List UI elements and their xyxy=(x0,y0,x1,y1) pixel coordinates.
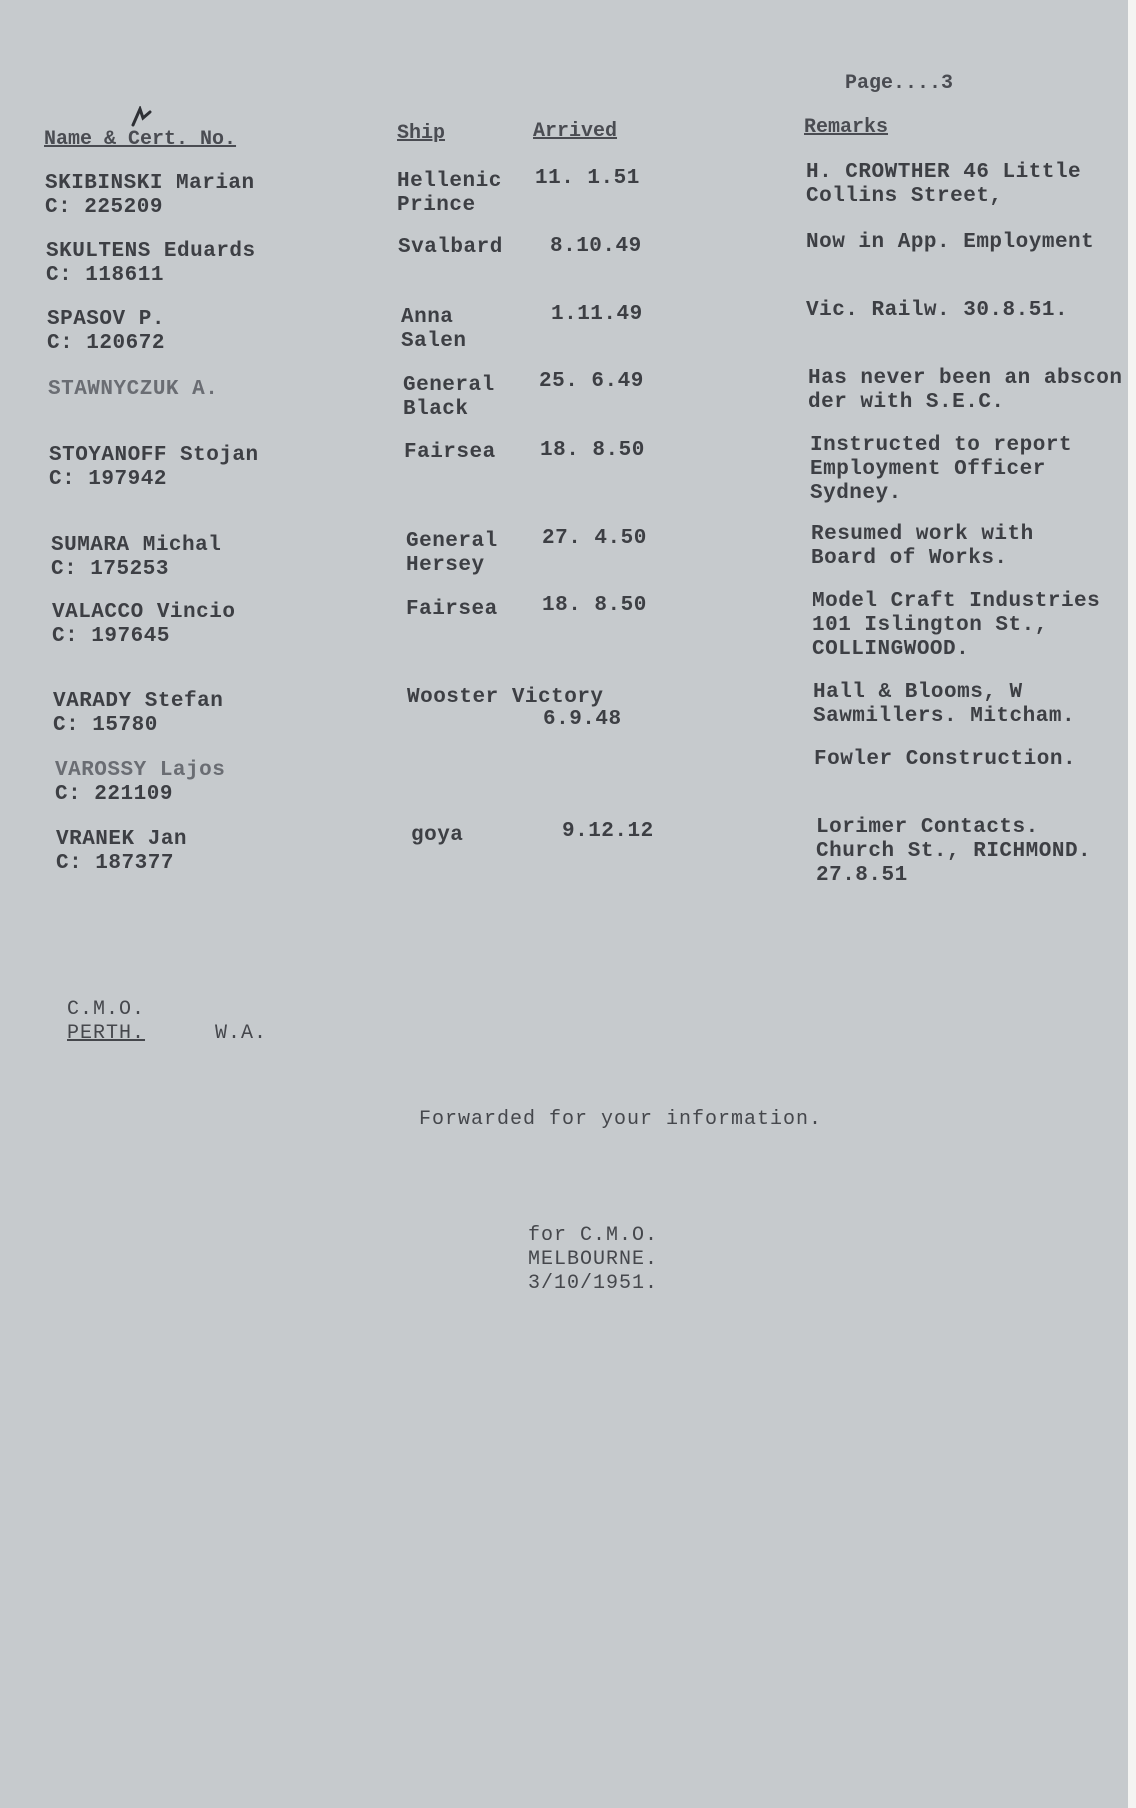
row-arrived: 6.9.48 xyxy=(543,708,622,731)
row-ship: Prince xyxy=(397,194,476,217)
row-cert: C: 120672 xyxy=(47,332,165,355)
row-remarks: Employment Officer xyxy=(810,458,1046,481)
row-ship: Wooster Victory xyxy=(407,686,604,709)
row-cert: C: 197645 xyxy=(52,625,170,648)
row-arrived: 9.12.12 xyxy=(562,820,654,843)
row-remarks: Model Craft Industries xyxy=(812,590,1101,613)
row-cert: C: 187377 xyxy=(56,852,174,875)
header-remarks: Remarks xyxy=(804,116,889,139)
row-cert: C: 221109 xyxy=(55,783,173,806)
row-ship: Hellenic xyxy=(397,170,502,193)
addressee-city: PERTH. xyxy=(67,1022,146,1045)
addressee-line1: C.M.O. xyxy=(67,998,146,1021)
row-ship: Anna xyxy=(401,306,454,329)
row-cert: C: 225209 xyxy=(45,196,163,219)
row-cert: C: 118611 xyxy=(46,264,164,287)
row-name: STAWNYCZUK A. xyxy=(48,378,219,401)
row-remarks: Now in App. Employment xyxy=(806,231,1095,254)
header-arrived: Arrived xyxy=(533,120,618,143)
row-cert: C: 197942 xyxy=(49,468,167,491)
row-name: SPASOV P. xyxy=(47,308,165,331)
row-arrived: 8.10.49 xyxy=(550,235,642,258)
row-remarks: Church St., RICHMOND. xyxy=(816,840,1092,863)
row-name: VRANEK Jan xyxy=(56,828,188,851)
row-arrived: 1.11.49 xyxy=(551,303,643,326)
row-cert: C: 15780 xyxy=(53,714,158,737)
row-remarks: Sydney. xyxy=(810,482,902,505)
row-ship: Hersey xyxy=(406,554,485,577)
pen-mark-icon xyxy=(130,106,152,128)
signature-line2: MELBOURNE. xyxy=(528,1248,659,1271)
row-arrived: 25. 6.49 xyxy=(539,370,644,393)
row-remarks: COLLINGWOOD. xyxy=(812,638,970,661)
row-remarks: Collins Street, xyxy=(806,185,1003,208)
header-name-cert: Name & Cert. No. xyxy=(44,128,237,151)
row-remarks: 101 Islington St., xyxy=(812,614,1048,637)
row-arrived: 11. 1.51 xyxy=(535,167,640,190)
row-remarks: Lorimer Contacts. xyxy=(816,816,1039,839)
row-ship: Fairsea xyxy=(406,598,498,621)
row-remarks: Hall & Blooms, W xyxy=(813,681,1023,704)
row-arrived: 18. 8.50 xyxy=(542,594,647,617)
row-remarks: der with S.E.C. xyxy=(808,391,1005,414)
row-name: SKULTENS Eduards xyxy=(46,240,256,263)
row-ship: Black xyxy=(403,398,469,421)
addressee-state: W.A. xyxy=(215,1022,268,1045)
row-remarks: Has never been an abscon xyxy=(808,367,1123,390)
row-remarks: Vic. Railw. 30.8.51. xyxy=(806,299,1069,322)
row-ship: General xyxy=(406,530,498,553)
row-ship: General xyxy=(403,374,495,397)
row-name: VALACCO Vincio xyxy=(52,601,236,624)
signature-line1: for C.M.O. xyxy=(528,1224,659,1247)
row-ship: goya xyxy=(411,824,464,847)
row-name: VARADY Stefan xyxy=(53,690,224,713)
header-ship: Ship xyxy=(397,122,446,145)
row-remarks: Resumed work with xyxy=(811,523,1034,546)
row-name: SUMARA Michal xyxy=(51,534,222,557)
row-remarks: 27.8.51 xyxy=(816,864,908,887)
paper-edge xyxy=(1128,0,1136,1808)
row-name: VAROSSY Lajos xyxy=(55,759,226,782)
row-remarks: Instructed to report xyxy=(810,434,1073,457)
row-arrived: 18. 8.50 xyxy=(540,439,645,462)
row-remarks: Board of Works. xyxy=(811,547,1008,570)
forwarded-note: Forwarded for your information. xyxy=(419,1108,823,1131)
row-cert: C: 175253 xyxy=(51,558,169,581)
row-remarks: Fowler Construction. xyxy=(814,748,1077,771)
row-remarks: Sawmillers. Mitcham. xyxy=(813,705,1076,728)
row-name: STOYANOFF Stojan xyxy=(49,444,259,467)
signature-date: 3/10/1951. xyxy=(528,1272,659,1295)
row-arrived: 27. 4.50 xyxy=(542,527,647,550)
row-ship: Svalbard xyxy=(398,236,503,259)
row-name: SKIBINSKI Marian xyxy=(45,172,255,195)
row-ship: Salen xyxy=(401,330,467,353)
row-remarks: H. CROWTHER 46 Little xyxy=(806,161,1082,184)
page-number: Page....3 xyxy=(845,72,954,95)
row-ship: Fairsea xyxy=(404,441,496,464)
